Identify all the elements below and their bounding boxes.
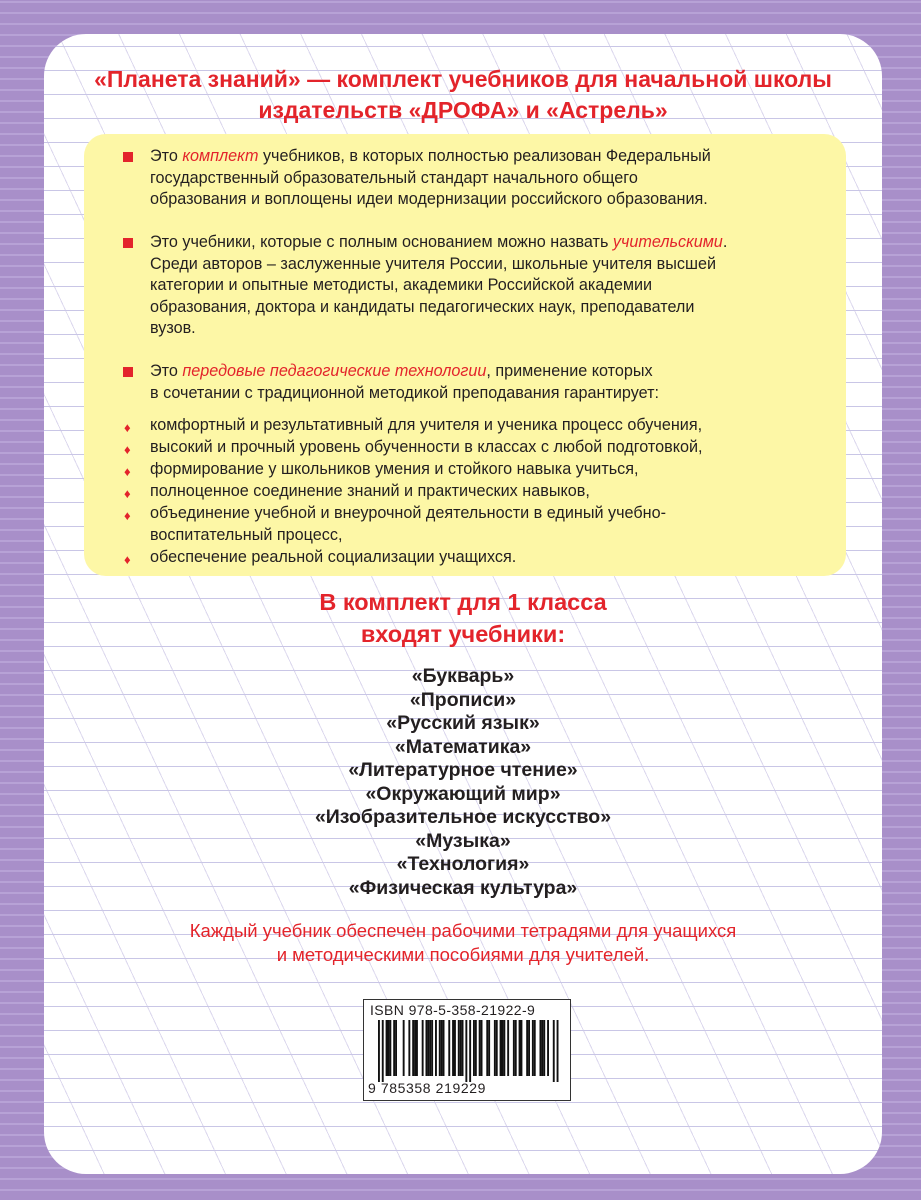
book-title: «Математика» — [394, 735, 532, 758]
barcode-bar — [395, 1020, 397, 1076]
emphasis-komplekt: комплект — [182, 147, 259, 165]
barcode-bar — [465, 1020, 467, 1082]
barcode-bar — [515, 1020, 517, 1076]
barcode-bar — [519, 1020, 521, 1076]
barcode-bar — [513, 1020, 515, 1076]
red-diamond-icon: ♦ — [124, 420, 131, 435]
book-title: «Музыка» — [415, 829, 511, 852]
barcode-bar — [378, 1020, 380, 1082]
barcode-bar — [526, 1020, 528, 1076]
list-item: ♦ обеспечение реальной социализации учащихся. — [150, 547, 840, 569]
barcode-bar — [452, 1020, 454, 1076]
barcode-bar — [557, 1020, 559, 1082]
barcode-bar — [408, 1020, 410, 1076]
barcode-bar — [547, 1020, 549, 1076]
barcode-bar — [496, 1020, 498, 1076]
isbn-label: ISBN 978-5-358-21922-9 — [370, 1002, 536, 1018]
book-title: «Окружающий мир» — [365, 782, 561, 805]
barcode-bar — [454, 1020, 456, 1076]
isbn-barcode — [363, 999, 571, 1101]
barcode-bar — [528, 1020, 530, 1076]
paragraph-1: Это комплект учебников, в которых полностью реализован Федеральный государственный образовательный стандарт начального общего образования и воплощены идеи модернизации российского образования. — [150, 146, 850, 211]
barcode-bar — [462, 1020, 464, 1076]
red-square-icon — [123, 152, 133, 162]
paragraph-2: Это учебники, которые с полным основанием можно назвать учительскими. Среди авторов – заслуженные учителя России, школьные учителя высшей категории и опытные методисты, академики Российской академии образования, доктора и кандидаты педагогических наук, преподаватели вузов. — [150, 232, 850, 340]
barcode-bar — [481, 1020, 483, 1076]
back-cover-page — [44, 34, 882, 1174]
barcode-bar — [503, 1020, 505, 1076]
red-square-icon — [123, 367, 133, 377]
barcode-bar — [475, 1020, 477, 1076]
barcode-bar — [543, 1020, 545, 1076]
list-item: ♦ полноценное соединение знаний и практических навыков, — [150, 481, 840, 503]
barcode-bar — [541, 1020, 543, 1076]
list-item: ♦ формирование у школьников умения и стойкого навыка учиться, — [150, 459, 840, 481]
header-line-2: издательств «ДРОФА» и «Астрель» — [258, 97, 668, 123]
book-title: «Букварь» — [411, 665, 515, 687]
book-title: «Изобразительное искусство» — [314, 806, 612, 828]
red-diamond-icon: ♦ — [124, 508, 131, 523]
barcode-bar — [532, 1020, 534, 1076]
paragraph-3: Это передовые педагогические технологии, применение которых в сочетании с традиционной методикой преподавания гарантирует: — [150, 361, 850, 404]
barcode-bar — [553, 1020, 555, 1082]
barcode-bar — [388, 1020, 390, 1076]
isbn-digits: 9 785358 219229 — [368, 1080, 486, 1096]
red-diamond-icon: ♦ — [124, 486, 131, 501]
barcode-bar — [393, 1020, 395, 1076]
book-title: «Русский язык» — [386, 712, 540, 734]
barcode-bar — [389, 1020, 391, 1076]
barcode-bar — [479, 1020, 481, 1076]
info-panel — [84, 134, 846, 576]
barcode-bar — [540, 1020, 542, 1076]
barcode-bar — [422, 1020, 424, 1076]
barcode-bar — [382, 1020, 384, 1082]
barcode-bar — [412, 1020, 414, 1076]
book-title: «Технология» — [396, 853, 530, 875]
list-item: ♦ высокий и прочный уровень обученности в классах с любой подготовкой, — [150, 437, 840, 459]
emphasis-technologies: передовые педагогические технологии — [182, 362, 487, 380]
barcode-bar — [416, 1020, 418, 1076]
barcode-bar — [469, 1020, 471, 1082]
barcode-bar — [502, 1020, 504, 1076]
barcode-bar — [439, 1020, 441, 1076]
barcode-bar — [534, 1020, 536, 1076]
barcode-bar — [441, 1020, 443, 1076]
barcode-bar — [431, 1020, 433, 1076]
workbooks-note: Каждый учебник обеспечен рабочими тетрадями для учащихся и методическими пособиями для учителей. — [189, 920, 737, 965]
barcode-bar — [426, 1020, 428, 1076]
barcode-icon — [364, 1020, 570, 1082]
barcode-bar — [435, 1020, 437, 1076]
book-title: «Физическая культура» — [348, 876, 578, 899]
barcode-bar — [494, 1020, 496, 1076]
barcode-bar — [507, 1020, 509, 1076]
red-diamond-icon: ♦ — [124, 464, 131, 479]
barcode-bar — [500, 1020, 502, 1076]
red-square-icon — [123, 238, 133, 248]
list-item: ♦ объединение учебной и внеурочной деятельности в единый учебно- воспитательный процесс, — [124, 504, 666, 544]
header-line-1: «Планета знаний» — комплект учебников для начальной школы — [94, 66, 832, 92]
barcode-bar — [448, 1020, 450, 1076]
barcode-bar — [403, 1020, 405, 1076]
barcode-bar — [521, 1020, 523, 1076]
book-title: «Литературное чтение» — [348, 759, 578, 781]
red-diamond-icon: ♦ — [124, 442, 131, 457]
barcode-bar — [414, 1020, 416, 1076]
book-list — [44, 665, 882, 900]
barcode-bar — [486, 1020, 488, 1076]
barcode-bar — [458, 1020, 460, 1076]
emphasis-uchitelskimi: учительскими — [612, 233, 723, 251]
cover-header — [44, 64, 882, 126]
barcode-bar — [460, 1020, 462, 1076]
list-item: ♦ комфортный и результативный для учителя и ученика процесс обучения, — [150, 415, 840, 437]
barcode-bar — [427, 1020, 429, 1076]
subheading: В комплект для 1 класса входят учебники: — [319, 589, 607, 647]
barcode-bar — [386, 1020, 388, 1076]
barcode-bar — [473, 1020, 475, 1076]
barcode-bar — [488, 1020, 490, 1076]
book-title: «Прописи» — [409, 688, 517, 711]
barcode-bar — [429, 1020, 431, 1076]
barcode-bar — [443, 1020, 445, 1076]
red-diamond-icon: ♦ — [124, 552, 131, 567]
